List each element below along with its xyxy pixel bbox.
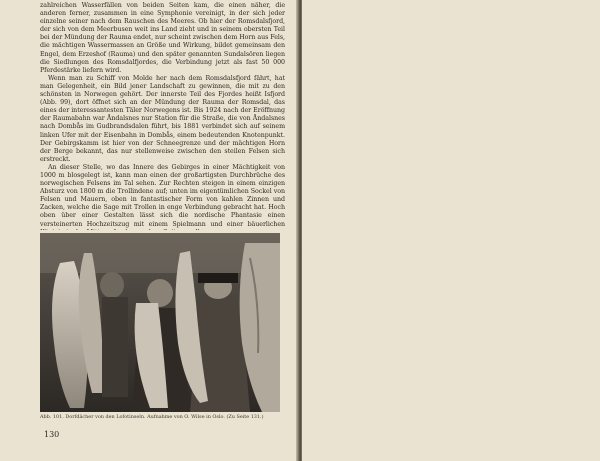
left-page bbox=[0, 0, 298, 461]
paragraph: An dieser Stelle, wo das Innere des Gebirges in einer Mächtigkeit von 1000 m blosgelegt ist, kann man einen der großartigsten Durchbrüche des norwegischen Felsens im Tal sehen. Zur Rechten steigen in einem einzigen Absturz von 1800 m die Trollindene auf; unten im eigentümlichen Sockel von Felsen und Mauern, oben in fantastischer Form von kahlen Zinnen und Zacken, welche die Sage mit Trollen in enge Verbindung gebracht hat. Hoch oben über einer Gestalten lässt sich die nordische Phantasie einen versteinerten Hochzeitszug mit einem Spielmann und einer bäuerlichen bbox=[40, 163, 285, 228]
left-photo-caption: Abb. 101. Dorfdächer von den Lofotinseln. Aufnahme von O. Wilse in Oslo. (Zu Seite 131.) bbox=[40, 414, 264, 420]
left-page-text bbox=[40, 2, 285, 230]
page-number: 130 bbox=[44, 430, 60, 439]
paragraph: zahlreichen Wasserfällen von beiden Seiten kam, die einen näher, die anderen ferner, zusammen in eine Symphonie vereinigt, in der sich jeder einzelne seiner nach dem Rauschen des Meeres. Ob hier der Romsdalsfjord, der sich von dem Meerbusen weit ins Land zieht und in seinem obersten Teil bei der Mündung der Rauma endet, nur scheint zwischen dem Horn aus Fels, die mächtigen Wassermassen an Größe und Wirkung, bildet gemeinsam den Engel, dem Erzeshof (Rauma) und den später genannten Sundalsören liegen die Siedlungen des Romsdalfjordes, die Verbindung jetzt als fast 50 000 Pferdestärke liefern wird. bbox=[40, 2, 285, 74]
right-page bbox=[302, 0, 600, 461]
lofoten-fish-drying-photo bbox=[40, 233, 280, 412]
paragraph: Wenn man zu Schiff von Molde her nach dem Romsdalsfjord fährt, hat man Gelegenheit, ein Bild jener Landschaft zu gewinnen, die mit zu den schönsten in Norwegen gehört. Der innerste Teil des Fjordes heißt Isfjord (Abb. 99), dort öffnet sich an der Mündung der Rauma der Romsdal, das eines der interessantesten Täler Norwegens ist. Bis 1924 nach der Eröffnung der Raumabahn war Åndalsnes nur Station für die Straße, die von Åndalsnes nach Dombås im Gudbrandsdalen führt, bis 1881 verbindet sich auf seinem linken Ufer mit der Eisenbahn in Dombås, einem bedeutenden Knotenpunkt. Der Gebirgskamm ist hier von der Schneegrenze und der mächtigen Horn der Berge bekannt, das nur stellenweise zwischen den steilen Felsen sich erstreckt. bbox=[40, 74, 285, 163]
